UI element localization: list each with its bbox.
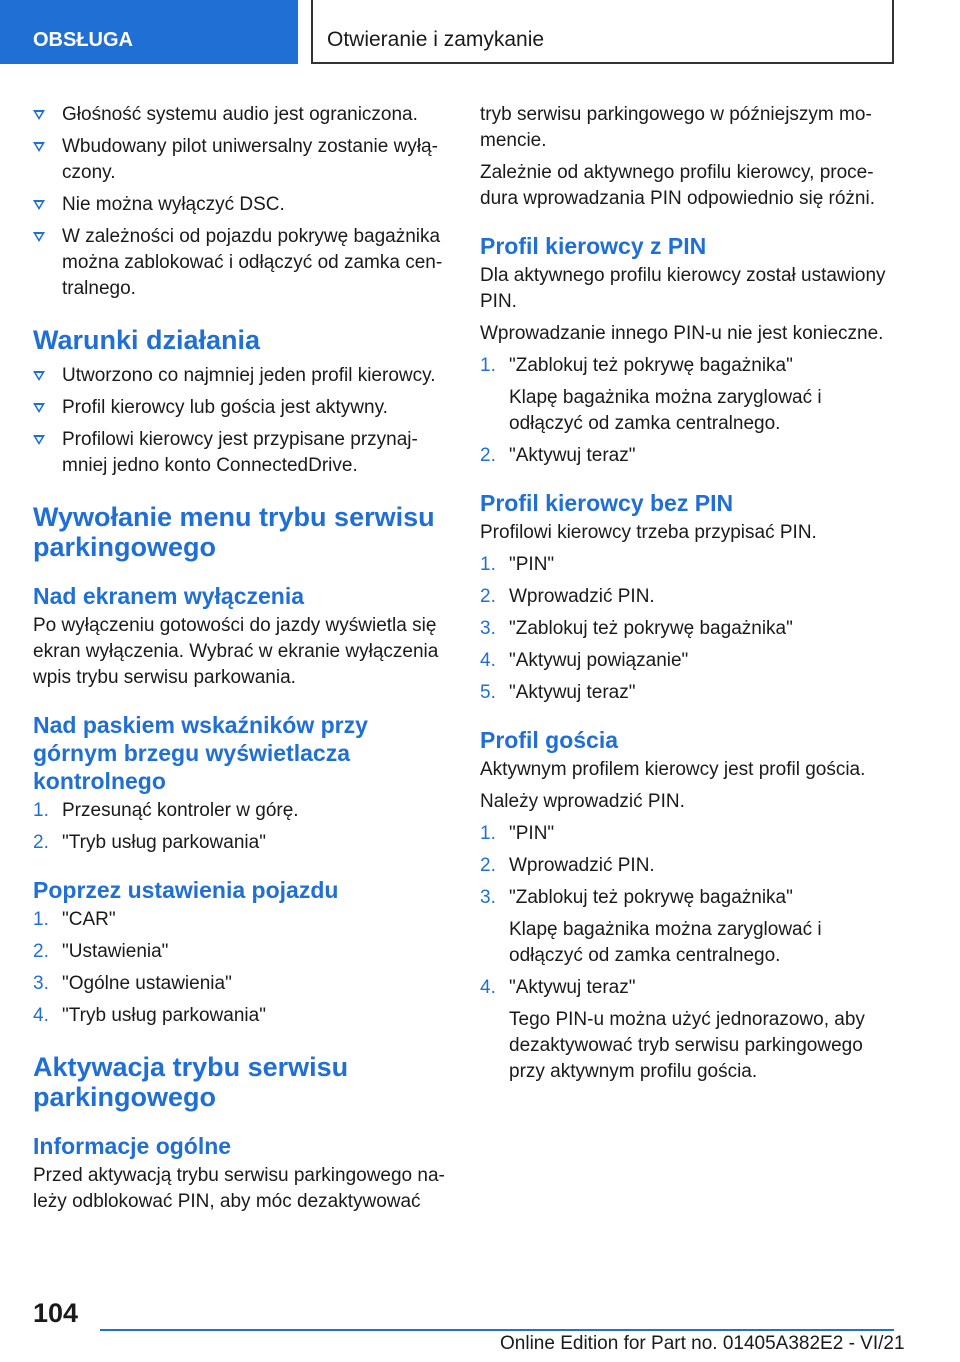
numbered-steps: [33, 798, 447, 856]
step-item: [480, 680, 894, 706]
step-item: [480, 443, 894, 469]
step-item: [480, 975, 894, 1085]
step-item: [480, 584, 894, 610]
paragraph: Przed aktywacją trybu serwisu parkingowego należy odblokować PIN, aby móc dezaktywować: [33, 1165, 445, 1212]
step-note: Tego PIN-u można użyć jednorazowo, aby dezaktywować tryb serwisu parkingowego przy aktywnym profilu gościa.: [509, 1009, 865, 1082]
step-item: [480, 552, 894, 578]
subsection-heading: Profil gościa: [480, 727, 619, 753]
step-item: [33, 830, 447, 856]
step-text: "CAR": [62, 909, 116, 930]
section-tab: [0, 0, 298, 64]
step-text: "Zablokuj też pokrywę bagażnika": [509, 618, 793, 639]
triangle-bullet-icon: [33, 403, 45, 413]
list-item: [33, 102, 447, 128]
step-text: "Zablokuj też pokrywę bagażnika": [509, 887, 793, 908]
paragraph: Zależnie od aktywnego profilu kierowcy, procedura wprowadzania PIN odpowiednio się różni.: [480, 162, 876, 209]
step-number: 1.: [480, 355, 496, 376]
section-heading: Warunki działania: [33, 325, 261, 355]
step-item: [33, 971, 447, 997]
step-text: "Ogólne ustawienia": [62, 973, 232, 994]
paragraph: Aktywnym profilem kierowcy jest profil gościa.: [480, 759, 866, 780]
step-text: "Aktywuj teraz": [509, 445, 636, 466]
step-number: 2.: [33, 941, 49, 962]
numbered-steps: [480, 353, 894, 469]
triangle-bullet-icon: [33, 142, 45, 152]
step-number: 1.: [480, 823, 496, 844]
step-number: 2.: [480, 586, 496, 607]
paragraph: tryb serwisu parkingowego w późniejszym momencie.: [480, 104, 872, 151]
list-item: [33, 224, 447, 302]
step-item: [480, 821, 894, 847]
list-item-text: Głośność systemu audio jest ograniczona.: [62, 104, 418, 125]
list-item-text: Profil kierowcy lub gościa jest aktywny.: [62, 397, 388, 418]
step-number: 1.: [33, 909, 49, 930]
numbered-steps: [480, 552, 894, 706]
right-column: [480, 102, 894, 1091]
step-text: "Tryb usług parkowania": [62, 832, 266, 853]
step-number: 4.: [480, 977, 496, 998]
list-item: [33, 192, 447, 218]
step-item: [33, 798, 447, 824]
step-item: [480, 353, 894, 437]
step-text: "Aktywuj teraz": [509, 682, 636, 703]
step-item: [480, 853, 894, 879]
list-item: [33, 363, 447, 389]
subsection-heading: Profil kierowcy bez PIN: [480, 490, 734, 516]
paragraph: Dla aktywnego profilu kierowcy został ustawiony PIN.: [480, 265, 886, 312]
bullet-list: [33, 102, 447, 302]
subsection-heading: Profil kierowcy z PIN: [480, 233, 707, 259]
list-item-text: Profilowi kierowcy jest przypisane przynajmniej jedno konto ConnectedDrive.: [62, 429, 418, 476]
numbered-steps: [480, 821, 894, 1085]
subsection-heading: Informacje ogólne: [33, 1133, 232, 1159]
step-item: [480, 885, 894, 969]
paragraph: Należy wprowadzić PIN.: [480, 791, 685, 812]
chapter-title: Otwieranie i zamykanie: [327, 28, 545, 51]
step-number: 2.: [480, 445, 496, 466]
triangle-bullet-icon: [33, 110, 45, 120]
step-item: [33, 907, 447, 933]
triangle-bullet-icon: [33, 371, 45, 381]
bullet-list: [33, 363, 447, 479]
step-note: Klapę bagażnika można zaryglować i odłączyć od zamka centralnego.: [509, 387, 822, 434]
step-number: 5.: [480, 682, 496, 703]
step-number: 2.: [33, 832, 49, 853]
step-note: Klapę bagażnika można zaryglować i odłączyć od zamka centralnego.: [509, 919, 822, 966]
step-text: "Aktywuj powiązanie": [509, 650, 689, 671]
footer-divider: [100, 1329, 894, 1331]
list-item-text: Utworzono co najmniej jeden profil kierowcy.: [62, 365, 436, 386]
step-text: Przesunąć kontroler w górę.: [62, 800, 299, 821]
step-item: [480, 616, 894, 642]
section-heading: Aktywacja trybu serwisu parkingowego: [33, 1052, 349, 1112]
step-number: 4.: [33, 1005, 49, 1026]
list-item: [33, 427, 447, 479]
paragraph: Po wyłączeniu gotowości do jazdy wyświetla się ekran wyłączenia. Wybrać w ekranie wyłączenia wpis trybu serwisu parkowania.: [33, 615, 439, 688]
step-number: 3.: [480, 887, 496, 908]
subsection-heading: Nad paskiem wskaźników przy górnym brzegu wyświetlacza kontrolnego: [33, 712, 368, 794]
chapter-header: [311, 0, 894, 64]
section-title: OBSŁUGA: [33, 29, 133, 51]
step-number: 2.: [480, 855, 496, 876]
left-column: [33, 102, 447, 1221]
numbered-steps: [33, 907, 447, 1029]
step-text: "Aktywuj teraz": [509, 977, 636, 998]
step-text: "PIN": [509, 554, 555, 575]
step-text: Wprowadzić PIN.: [509, 586, 655, 607]
subsection-heading: Poprzez ustawienia pojazdu: [33, 877, 339, 903]
list-item-text: Nie można wyłączyć DSC.: [62, 194, 285, 215]
list-item: [33, 134, 447, 186]
step-number: 1.: [33, 800, 49, 821]
page-number: 104: [33, 1298, 79, 1328]
list-item-text: W zależności od pojazdu pokrywę bagażnika można zablokować i odłączyć od zamka centralnego.: [62, 226, 443, 299]
step-text: "Tryb usług parkowania": [62, 1005, 266, 1026]
list-item: [33, 395, 447, 421]
subsection-heading: Nad ekranem wyłączenia: [33, 583, 305, 609]
paragraph: Wprowadzanie innego PIN-u nie jest konieczne.: [480, 323, 884, 344]
step-text: "Zablokuj też pokrywę bagażnika": [509, 355, 793, 376]
step-item: [480, 648, 894, 674]
step-item: [33, 939, 447, 965]
step-number: 4.: [480, 650, 496, 671]
step-text: "Ustawienia": [62, 941, 169, 962]
step-number: 1.: [480, 554, 496, 575]
list-item-text: Wbudowany pilot uniwersalny zostanie wyłączony.: [62, 136, 438, 183]
edition-note: Online Edition for Part no. 01405A382E2 - VI/21: [500, 1333, 905, 1354]
triangle-bullet-icon: [33, 435, 45, 445]
triangle-bullet-icon: [33, 232, 45, 242]
step-text: "PIN": [509, 823, 555, 844]
section-heading: Wywołanie menu trybu serwisu parkingowego: [33, 502, 435, 562]
step-number: 3.: [480, 618, 496, 639]
step-item: [33, 1003, 447, 1029]
step-text: Wprowadzić PIN.: [509, 855, 655, 876]
step-number: 3.: [33, 973, 49, 994]
triangle-bullet-icon: [33, 200, 45, 210]
paragraph: Profilowi kierowcy trzeba przypisać PIN.: [480, 522, 817, 543]
